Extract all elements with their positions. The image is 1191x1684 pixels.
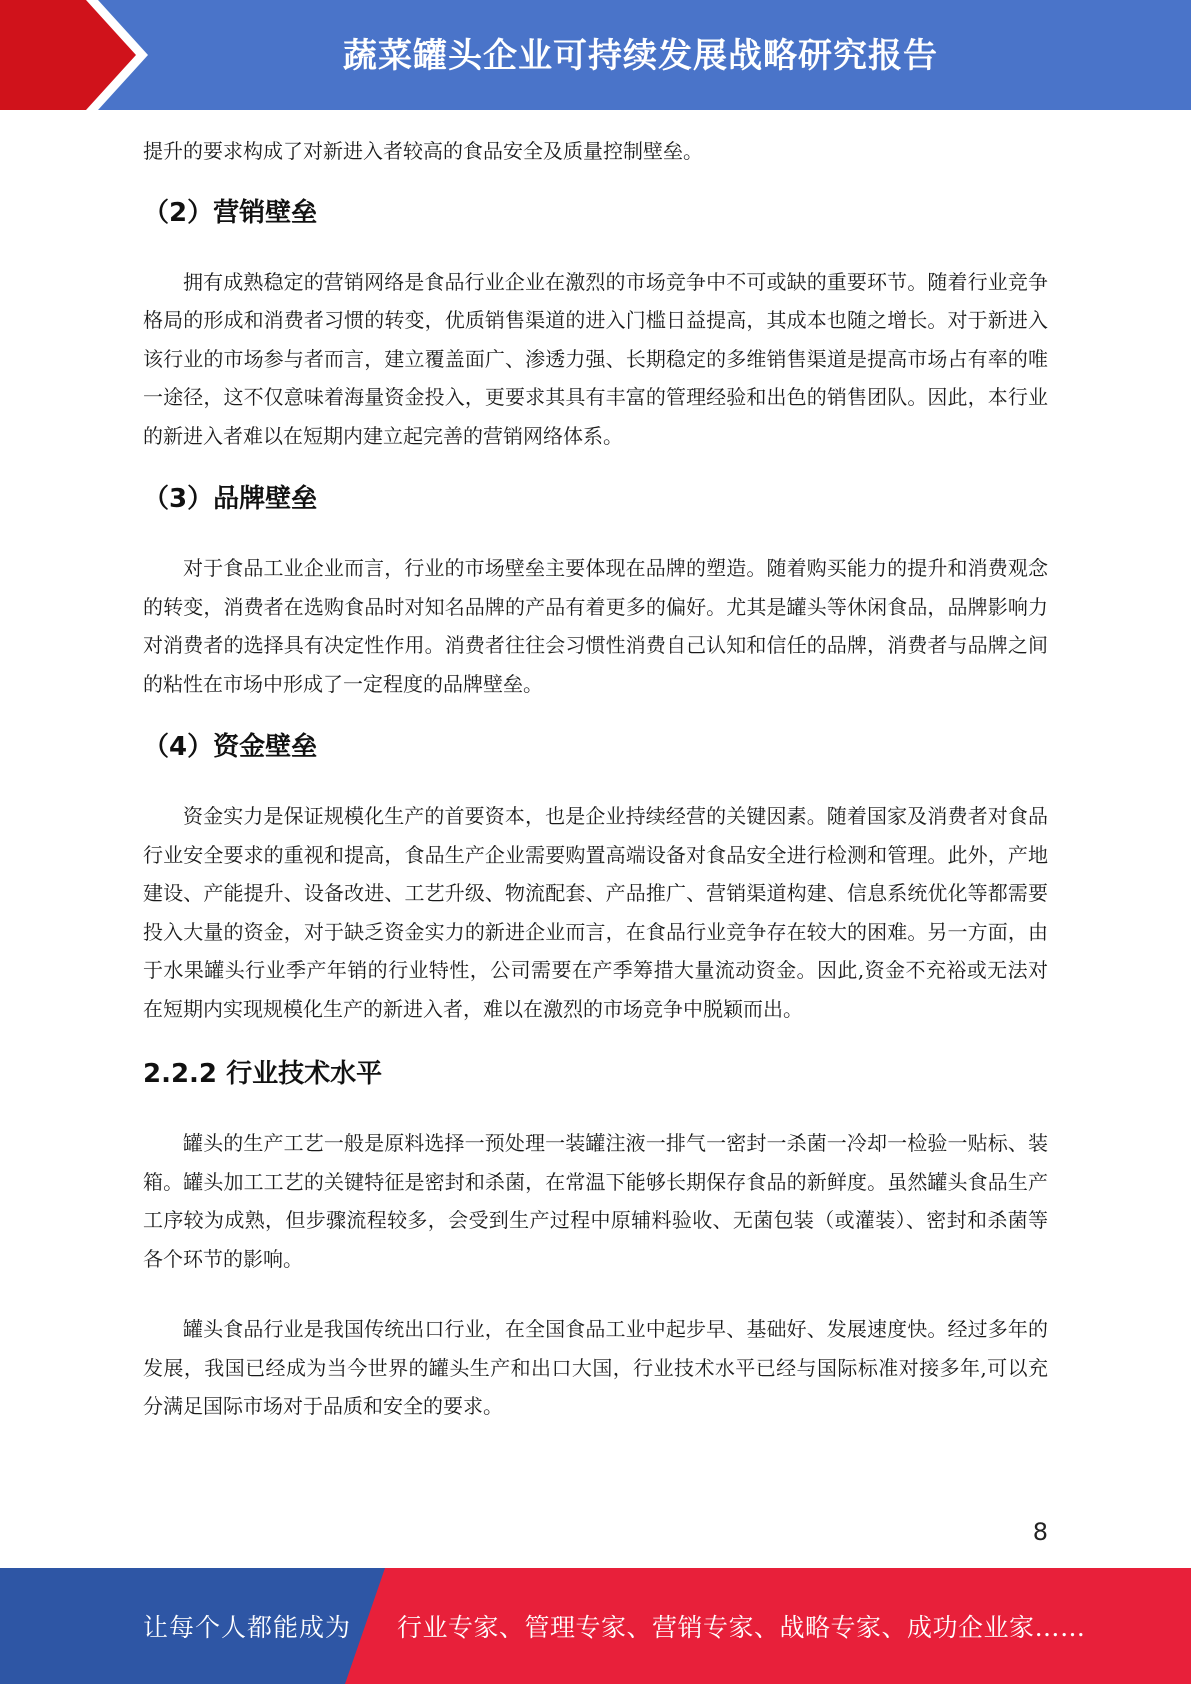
paragraph-capital-barrier: 资金实力是保证规模化生产的首要资本，也是企业持续经营的关键因素。随着国家及消费者对食品行业安全要求的重视和提高，食品生产企业需要购置高端设备对食品安全进行检测和管理。此外，产地建设、产能提升、设备改进、工艺升级、物流配套、产品推广、营销渠道构建、信息系统优化等都需要投入大量的资金，对于缺乏资金实力的新进企业而言，在食品行业竞争存在较大的困难。另一方面，由于水果罐头行业季产年销的行业特性，公司需要在产季筹措大量流动资金。因此,资金不充裕或无法对在短期内实现规模化生产的新进入者，难以在激烈的市场竞争中脱颖而出。 [143,804,1048,1021]
paragraph-tech-industry: 罐头食品行业是我国传统出口行业，在全国食品工业中起步早、基础好、发展速度快。经过多年的发展，我国已经成为当今世界的罐头生产和出口大国，行业技术水平已经与国际标准对接多年,可以充分满足国际市场对于品质和安全的要求。 [143,1317,1048,1418]
page-number: 8 [1032,1518,1048,1546]
footer-slogan-roles: 行业专家、管理专家、营销专家、战略专家、成功企业家…… [397,1613,1086,1642]
paragraph-tech-process: 罐头的生产工艺一般是原料选择一预处理一装罐注液一排气一密封一杀菌一冷却一检验一贴标、装箱。罐头加工工艺的关键特征是密封和杀菌，在常温下能够长期保存食品的新鲜度。虽然罐头食品生产工序较为成熟，但步骤流程较多，会受到生产过程中原辅料验收、无菌包装（或灌装）、密封和杀菌等各个环节的影响。 [143,1131,1048,1271]
footer-slogan-lead: 让每个人都能成为 [143,1613,352,1642]
heading-marketing-barrier: （2）营销壁垒 [143,197,318,228]
paragraph-marketing-barrier: 拥有成熟稳定的营销网络是食品行业企业在激烈的市场竞争中不可或缺的重要环节。随着行业竞争格局的形成和消费者习惯的转变，优质销售渠道的进入门槛日益提高，其成本也随之增长。对于新进入该行业的市场参与者而言，建立覆盖面广、渗透力强、长期稳定的多维销售渠道是提高市场占有率的唯一途径，这不仅意味着海量资金投入，更要求其具有丰富的管理经验和出色的销售团队。因此，本行业的新进入者难以在短期内建立起完善的营销网络体系。 [143,269,1048,448]
page-header-band [0,0,1191,110]
report-title: 蔬菜罐头企业可持续发展战略研究报告 [343,36,938,76]
page-footer-band [0,1568,1191,1684]
document-body [143,132,1048,1426]
heading-brand-barrier: （3）品牌壁垒 [143,484,318,514]
paragraph-continued: 提升的要求构成了对新进入者较高的食品安全及质量控制壁垒。 [143,139,703,163]
section-heading-tech-level: 2.2.2 行业技术水平 [143,1059,383,1089]
heading-capital-barrier: （4）资金壁垒 [143,732,318,762]
red-chevron-decoration [0,0,160,110]
paragraph-brand-barrier: 对于食品工业企业而言，行业的市场壁垒主要体现在品牌的塑造。随着购买能力的提升和消费观念的转变，消费者在选购食品时对知名品牌的产品有着更多的偏好。尤其是罐头等休闲食品，品牌影响力对消费者的选择具有决定性作用。消费者往往会习惯性消费自己认知和信任的品牌，消费者与品牌之间的粘性在市场中形成了一定程度的品牌壁垒。 [143,556,1048,696]
